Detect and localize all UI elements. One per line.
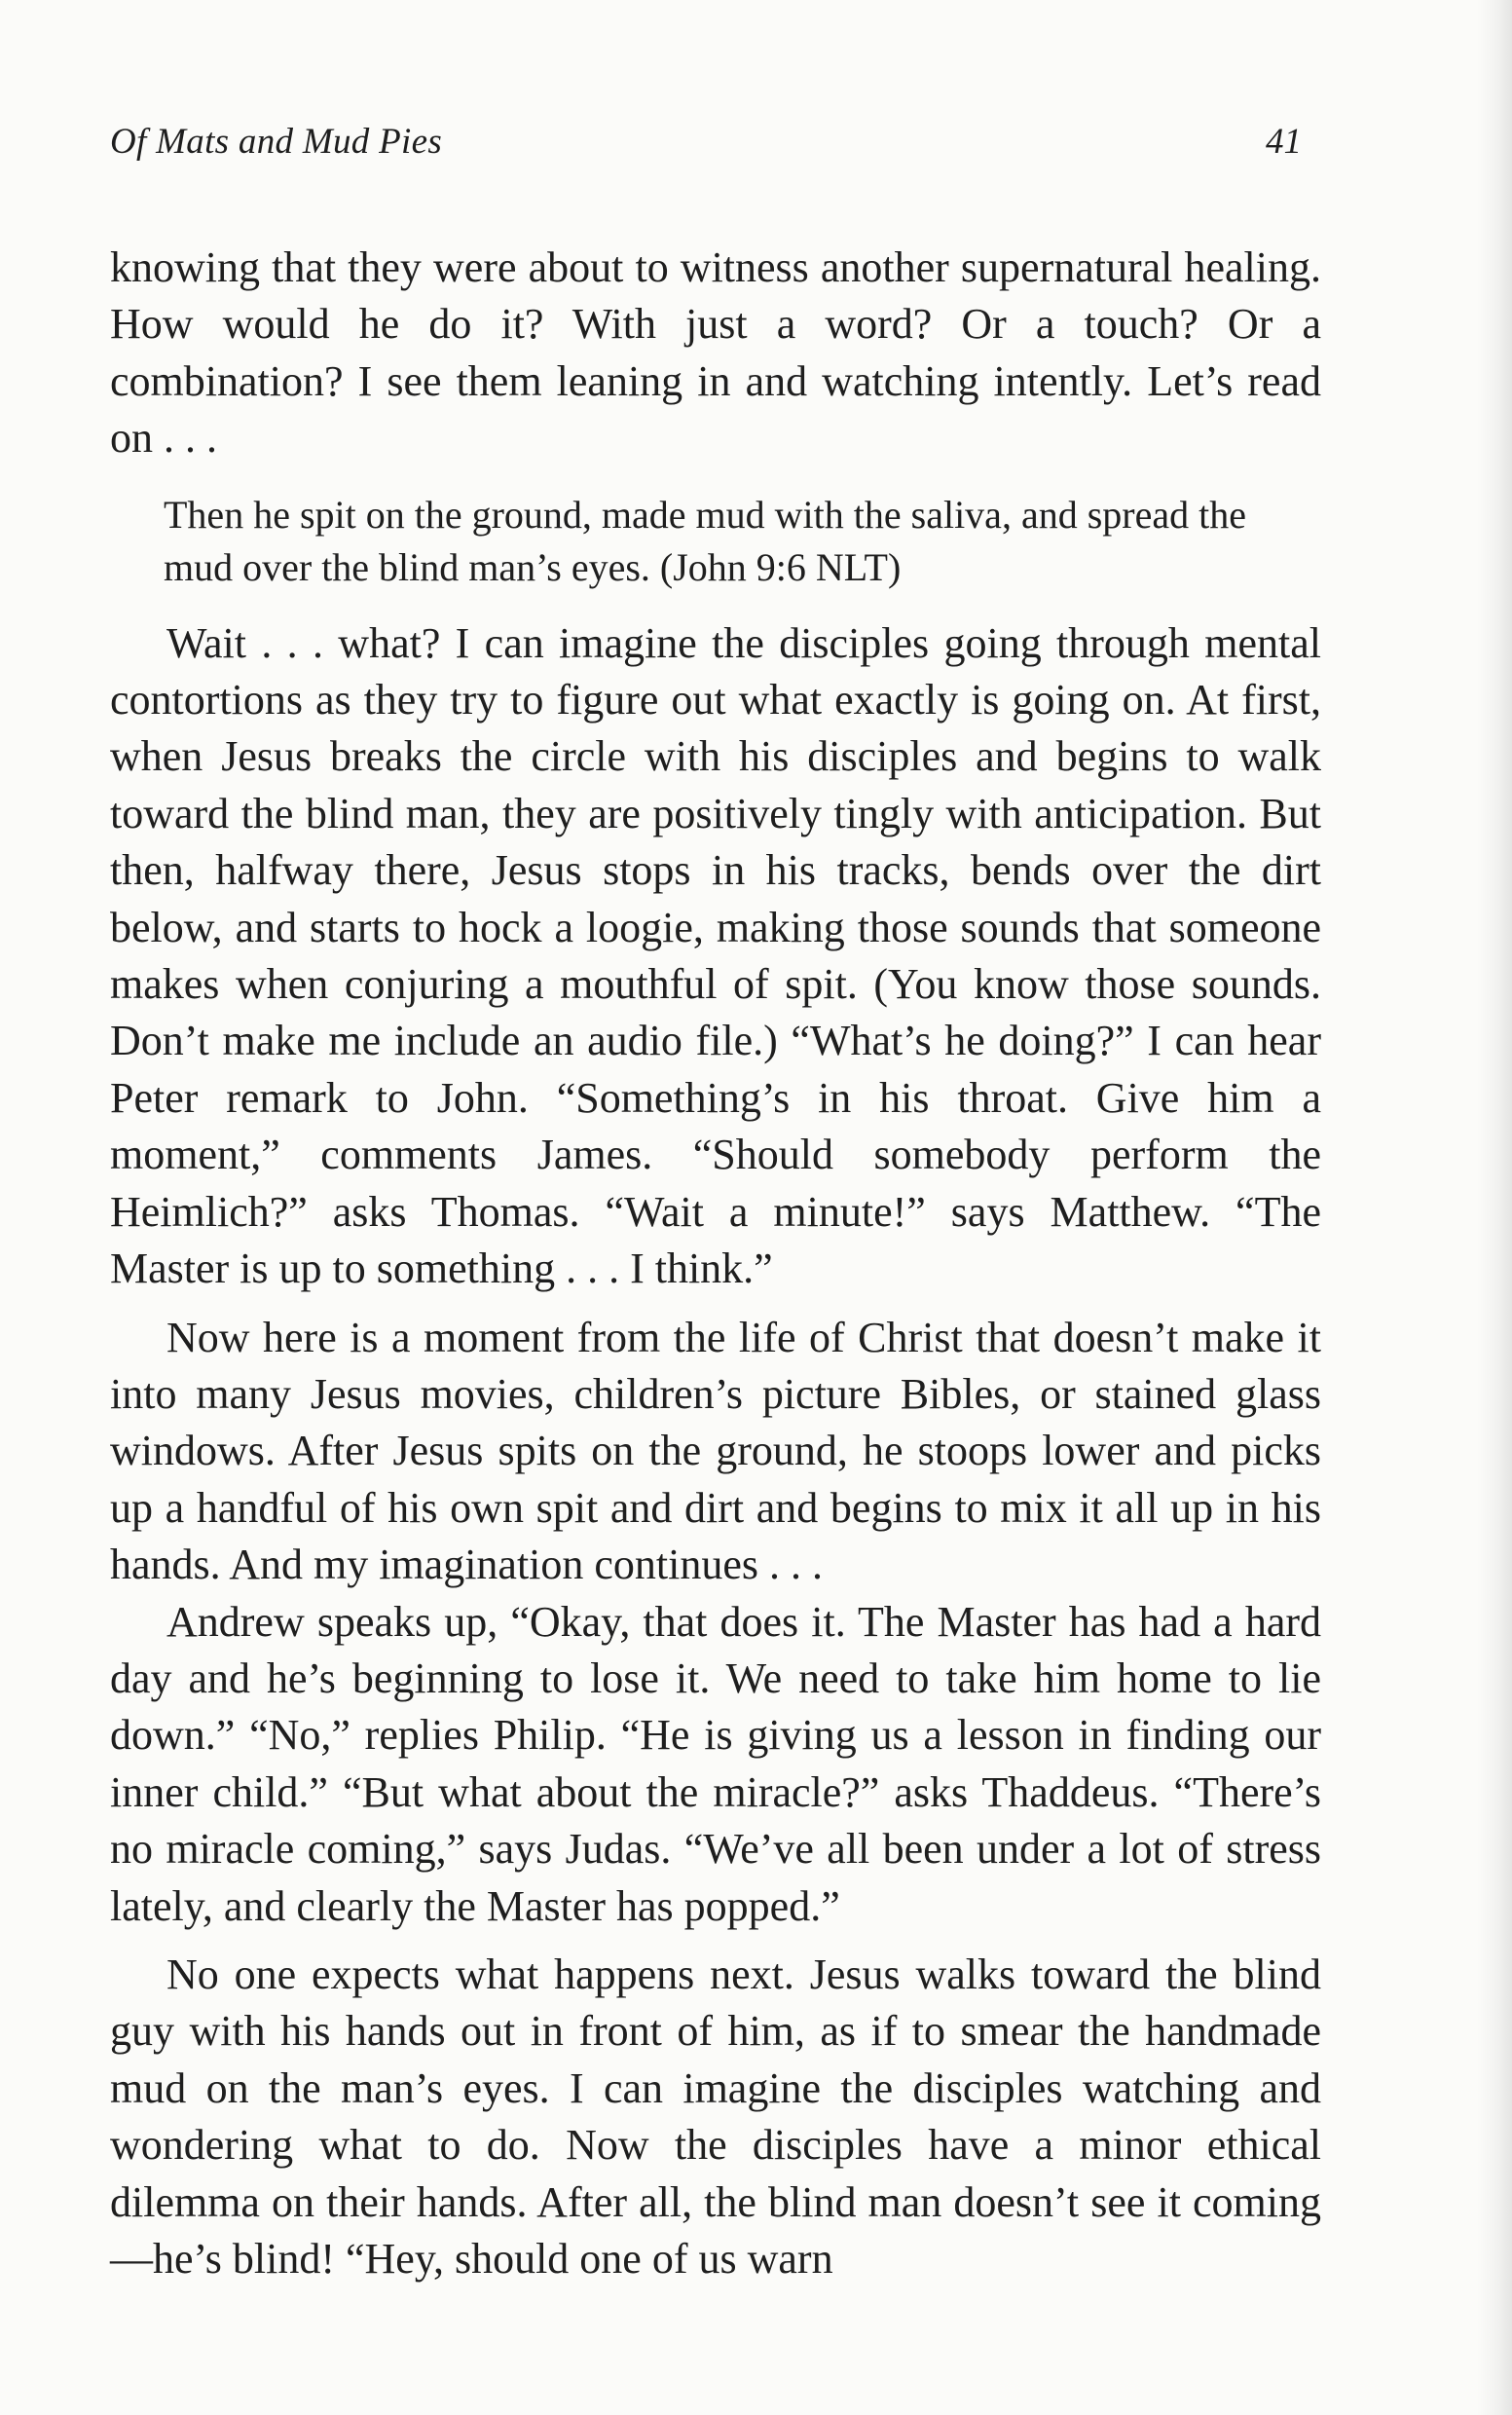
scripture-quote: Then he spit on the ground, made mud with the saliva, and spread the mud over the blind man’s eyes. (John 9:6 NLT) xyxy=(164,492,1246,589)
scan-edge-shadow xyxy=(1477,0,1512,2415)
paragraph: Andrew speaks up, “Okay, that does it. The Master has had a hard day and he’s beginning to lose it. We need to take him home to lie down.” “No,” replies Philip. “He is giving us a lesson in finding our inner child.” “But what about the miracle?” asks Thaddeus. “There’s no miracle coming,” says Judas. “We’ve all been under a lot of stress lately, and clearly the Master has popped.” xyxy=(110,1597,1321,1930)
paragraph: No one expects what happens next. Jesus walks toward the blind guy with his hands out in front of him, as if to smear the handmade mud on the man’s eyes. I can imagine the disciples watching and wondering what to do. Now the disciples have a minor ethical dilemma on their hands. After all, the blind man doesn’t see it coming—he’s blind! “Hey, should one of us warn xyxy=(110,1950,1321,2283)
paragraph: Wait . . . what? I can imagine the disciples going through mental contortions as they try to figure out what exactly is going on. At first, when Jesus breaks the circle with his disciples and begins to walk toward the blind man, they are positively tingly with anticipation. But then, halfway there, Jesus stops in his tracks, bends over the dirt below, and starts to hock a loogie, making those sounds that someone makes when conjuring a mouthful of spit. (You know those sounds. Don’t make me include an audio file.) “What’s he doing?” I can hear Peter remark to John. “Something’s in his throat. Give him a moment,” comments James. “Should somebody perform the Heimlich?” asks Thomas. “Wait a minute!” says Matthew. “The Master is up to something . . . I think.” xyxy=(110,618,1321,1293)
paragraph-continuation: knowing that they were about to witness another supernatural healing. How would he do it? With just a word? Or a touch? Or a combination? I see them leaning in and watching intently. Let’s read on . . . xyxy=(110,243,1321,463)
body-text xyxy=(110,240,1321,2287)
running-head: Of Mats and Mud Pies xyxy=(110,122,443,162)
paragraph: Now here is a moment from the life of Christ that doesn’t make it into many Jesus movies, children’s picture Bibles, or stained glass windows. After Jesus spits on the ground, he stoops lower and picks up a handful of his own spit and dirt and begins to mix it all up in his hands. And my imagination continues . . . xyxy=(110,1313,1321,1589)
page-number: 41 xyxy=(1266,122,1302,162)
